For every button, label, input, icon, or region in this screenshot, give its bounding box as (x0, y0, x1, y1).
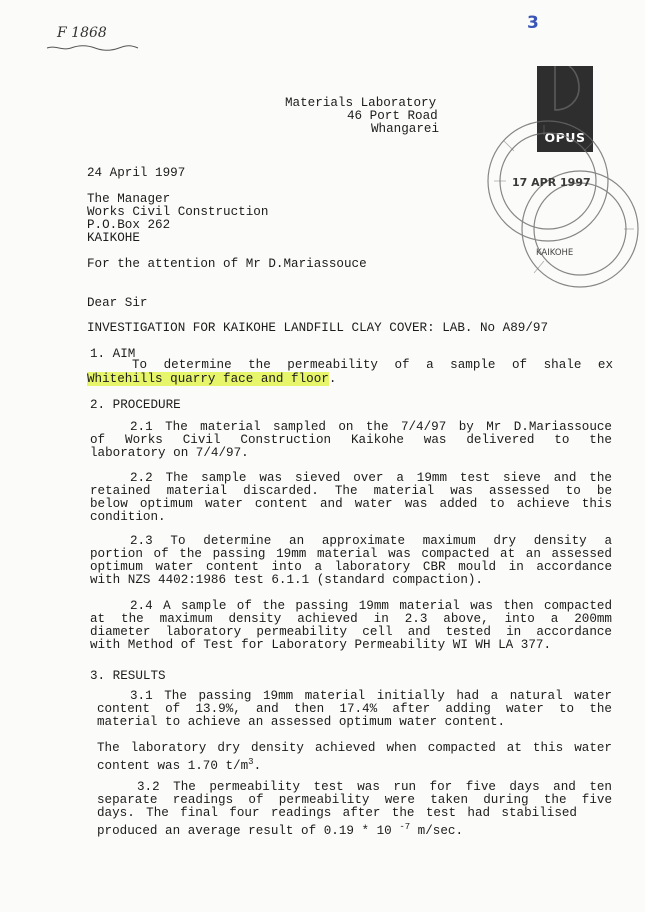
para-2-1-line-1: 2.1 The material sampled on the 7/4/97 by Mr D.Mariassouce (130, 420, 612, 434)
aim-line-2 (87, 373, 336, 386)
aim-heading: 1. AIM (90, 347, 136, 361)
para-2-1-line-2: of Works Civil Construction Kaikohe was delivered to the (90, 433, 612, 447)
para-2-4-line-4: with Method of Test for Laboratory Permeability WI WH LA 377. (90, 638, 552, 652)
para-3-1-line-2: content of 13.9%, and then 17.4% after adding water to the (97, 702, 612, 716)
aim-line-2-end: . (328, 372, 337, 386)
procedure-heading: 2. PROCEDURE (90, 398, 181, 412)
para-2-2-line-3: below optimum water content and water was added to achieve this (90, 497, 612, 511)
para-2-4-line-1: 2.4 A sample of the passing 19mm material was then compacted (130, 599, 612, 613)
sender-line-1: Materials Laboratory (285, 96, 437, 110)
recipient-line-3: P.O.Box 262 (87, 218, 171, 232)
para-3-2-line-4: produced an average result of 0.19 * 10 $^{-7}$ m/sec. (97, 822, 464, 839)
recipient-line-1: The Manager (87, 192, 171, 206)
para-2-3-line-2: portion of the passing 19mm material was compacted at an assessed (90, 547, 612, 561)
received-stamp (484, 101, 639, 293)
para-2-3-line-3: optimum water content into a laboratory CBR mould in accordance (90, 560, 612, 574)
stamp-place: KAIKOHE (536, 248, 574, 258)
highlighted-text: Whitehills quarry face and floor (87, 372, 329, 386)
para-3-2-line-3: days. The final four readings after the test had stabilised (97, 806, 577, 820)
results-heading: 3. RESULTS (90, 669, 166, 683)
aim-line-1: To determine the permeability of a sample of shale ex (132, 358, 613, 372)
letter-date: 24 April 1997 (87, 166, 186, 180)
file-reference: F 1868 (57, 25, 107, 41)
recipient-line-4: KAIKOHE (87, 231, 140, 245)
para-3-2-line-2: separate readings of permeability were taken during the five (97, 793, 612, 807)
para-2-1-line-3: laboratory on 7/4/97. (90, 446, 249, 460)
density-line-2: content was 1.70 $t/m^3$. (97, 757, 262, 774)
para-3-2-line-1: 3.2 The permeability test was run for five days and ten (137, 780, 612, 794)
logo-text: OPUS (544, 130, 586, 145)
subject-line: INVESTIGATION FOR KAIKOHE LANDFILL CLAY COVER: LAB. No A89/97 (87, 321, 549, 335)
para-2-2-line-2: retained material discarded. The material was assessed to be (90, 484, 612, 498)
underline-squiggle (45, 44, 140, 52)
superscript-exponent: 3 (248, 757, 254, 767)
salutation: Dear Sir (87, 296, 148, 310)
para-3-1-line-1: 3.1 The passing 19mm material initially had a natural water (130, 689, 612, 703)
para-3-1-line-3: material to achieve an assessed optimum water content. (97, 715, 506, 729)
para-2-3-line-4: with NZS 4402:1986 test 6.1.1 (standard compaction). (90, 573, 483, 587)
para-2-3-line-1: 2.3 To determine an approximate maximum dry density a (130, 534, 612, 548)
para-2-2-line-4: condition. (90, 510, 166, 524)
superscript-exponent: -7 (399, 822, 411, 832)
para-2-4-line-3: diameter laboratory permeability cell and tested in accordance (90, 625, 612, 639)
stamp-date: 17 APR 1997 (512, 176, 591, 189)
para-2-4-line-2: at the maximum density achieved in 2.3 above, into a 200mm (90, 612, 612, 626)
recipient-line-2: Works Civil Construction (87, 205, 269, 219)
sender-line-2: 46 Port Road (347, 109, 438, 123)
para-2-2-line-1: 2.2 The sample was sieved over a 19mm test sieve and the (130, 471, 612, 485)
attention-line: For the attention of Mr D.Mariassouce (87, 257, 367, 271)
page-number: 3 (527, 13, 539, 33)
sender-line-3: Whangarei (371, 122, 440, 136)
density-line-1: The laboratory dry density achieved when compacted at this water (97, 741, 612, 755)
